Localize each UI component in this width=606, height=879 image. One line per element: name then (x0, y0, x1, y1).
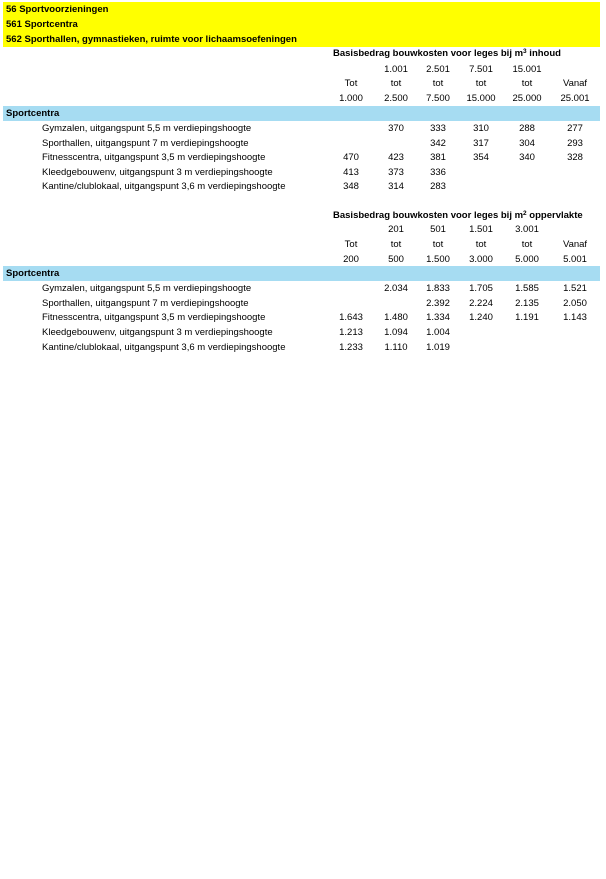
column-header-cell: 201 (388, 224, 404, 235)
column-header-cell: 2.500 (384, 93, 408, 104)
column-header-cell: 5.000 (515, 254, 539, 265)
column-header-cell: 25.000 (512, 93, 542, 104)
table-cell (502, 165, 552, 180)
column-header-cell: tot (521, 78, 533, 89)
column-header-cell: 2.501 (426, 64, 450, 75)
table-cell: 288 (519, 123, 535, 134)
column-header-cell: Tot (344, 239, 358, 250)
table-cell: 470 (343, 152, 359, 163)
table-cell: 1.521 (563, 283, 587, 294)
header-type: 562 Sporthallen, gymnastieken, ruimte voor lichaamsoefeningen (3, 32, 600, 47)
table-cell: 2.034 (384, 283, 408, 294)
column-header-cell: 1.001 (384, 64, 408, 75)
table-cell (550, 340, 600, 355)
table-cell (550, 179, 600, 194)
table-cell: 293 (567, 138, 583, 149)
section-label: Sportcentra (3, 266, 600, 281)
column-header-cell (326, 222, 376, 237)
row-label: Fitnesscentra, uitgangspunt 3,5 m verdiepingshoogte (42, 152, 266, 163)
table-cell: 413 (343, 167, 359, 178)
table-cell (550, 325, 600, 340)
column-header-cell: 200 (343, 254, 359, 265)
column-header-cell: tot (432, 239, 444, 250)
row-label: Gymzalen, uitgangspunt 5,5 m verdiepingshoogte (42, 283, 252, 294)
table-title-volume: Basisbedrag bouwkosten voor leges bij $m^3$ inhoud (333, 48, 561, 59)
row-label: Sporthallen, uitgangspunt 7 m verdiepingshoogte (42, 138, 249, 149)
column-header-cell: tot (521, 239, 533, 250)
table-cell: 1.191 (515, 312, 539, 323)
table-cell: 1.233 (339, 342, 363, 353)
table-cell: 328 (567, 152, 583, 163)
table-cell: 2.224 (469, 298, 493, 309)
table-cell (456, 340, 506, 355)
column-header-cell: 15.000 (466, 93, 496, 104)
table-cell: 354 (473, 152, 489, 163)
table-cell (502, 325, 552, 340)
table-cell: 1.143 (563, 312, 587, 323)
column-header-cell: 5.001 (563, 254, 587, 265)
column-header-cell: tot (390, 239, 402, 250)
column-header-cell: tot (475, 239, 487, 250)
table-cell (326, 296, 376, 311)
table-cell: 1.480 (384, 312, 408, 323)
section-label: Sportcentra (3, 106, 600, 121)
table-cell: 1.094 (384, 327, 408, 338)
row-label: Sporthallen, uitgangspunt 7 m verdiepingshoogte (42, 298, 249, 309)
column-header-cell: 1.500 (426, 254, 450, 265)
table-cell (326, 121, 376, 136)
table-title-area: Basisbedrag bouwkosten voor leges bij $m^2$ oppervlakte (333, 210, 583, 221)
table-cell: 1.705 (469, 283, 493, 294)
table-cell (550, 165, 600, 180)
row-label: Kantine/clublokaal, uitgangspunt 3,6 m verdiepingshoogte (42, 342, 286, 353)
column-header-cell: tot (475, 78, 487, 89)
table-cell: 310 (473, 123, 489, 134)
column-header-cell: 500 (388, 254, 404, 265)
column-header-cell: 1.501 (469, 224, 493, 235)
row-label: Kleedgebouwenv, uitgangspunt 3 m verdiepingshoogte (42, 327, 273, 338)
table-cell: 2.050 (563, 298, 587, 309)
row-label: Fitnesscentra, uitgangspunt 3,5 m verdiepingshoogte (42, 312, 266, 323)
column-header-cell: tot (390, 78, 402, 89)
column-header-cell: 501 (430, 224, 446, 235)
table-cell: 304 (519, 138, 535, 149)
table-cell: 348 (343, 181, 359, 192)
table-cell: 1.334 (426, 312, 450, 323)
table-cell (502, 340, 552, 355)
table-cell: 1.110 (384, 342, 408, 353)
column-header-cell: 3.000 (469, 254, 493, 265)
table-cell: 340 (519, 152, 535, 163)
column-header-cell: tot (432, 78, 444, 89)
row-label: Gymzalen, uitgangspunt 5,5 m verdiepingshoogte (42, 123, 252, 134)
column-header-cell (550, 62, 600, 77)
table-cell: 1.019 (426, 342, 450, 353)
table-cell: 1.004 (426, 327, 450, 338)
row-label: Kleedgebouwenv, uitgangspunt 3 m verdiepingshoogte (42, 167, 273, 178)
table-cell: 1.585 (515, 283, 539, 294)
column-header-cell (550, 222, 600, 237)
table-cell: 1.833 (426, 283, 450, 294)
column-header-cell: Tot (344, 78, 358, 89)
table-cell (502, 179, 552, 194)
column-header-cell: 25.001 (560, 93, 590, 104)
table-cell: 1.643 (339, 312, 363, 323)
column-header-cell (326, 62, 376, 77)
table-cell: 283 (430, 181, 446, 192)
table-cell (326, 281, 376, 296)
table-cell: 2.135 (515, 298, 539, 309)
table-cell (326, 136, 376, 151)
table-cell (456, 179, 506, 194)
table-cell: 1.213 (339, 327, 363, 338)
table-cell (456, 165, 506, 180)
column-header-cell: 1.000 (339, 93, 363, 104)
header-category: 56 Sportvoorzieningen (3, 2, 600, 17)
row-label: Kantine/clublokaal, uitgangspunt 3,6 m verdiepingshoogte (42, 181, 286, 192)
column-header-cell: 7.500 (426, 93, 450, 104)
header-subcategory: 561 Sportcentra (3, 17, 600, 32)
table-cell: 333 (430, 123, 446, 134)
column-header-cell: 7.501 (469, 64, 493, 75)
table-cell: 336 (430, 167, 446, 178)
table-cell (456, 325, 506, 340)
table-cell: 314 (388, 181, 404, 192)
table-cell: 381 (430, 152, 446, 163)
table-cell: 1.240 (469, 312, 493, 323)
table-cell: 317 (473, 138, 489, 149)
table-cell: 2.392 (426, 298, 450, 309)
table-cell: 342 (430, 138, 446, 149)
column-header-cell: Vanaf (562, 239, 588, 250)
column-header-cell: Vanaf (562, 78, 588, 89)
table-cell: 373 (388, 167, 404, 178)
table-cell: 277 (567, 123, 583, 134)
table-cell: 423 (388, 152, 404, 163)
table-cell: 370 (388, 123, 404, 134)
column-header-cell: 3.001 (515, 224, 539, 235)
column-header-cell: 15.001 (512, 64, 542, 75)
